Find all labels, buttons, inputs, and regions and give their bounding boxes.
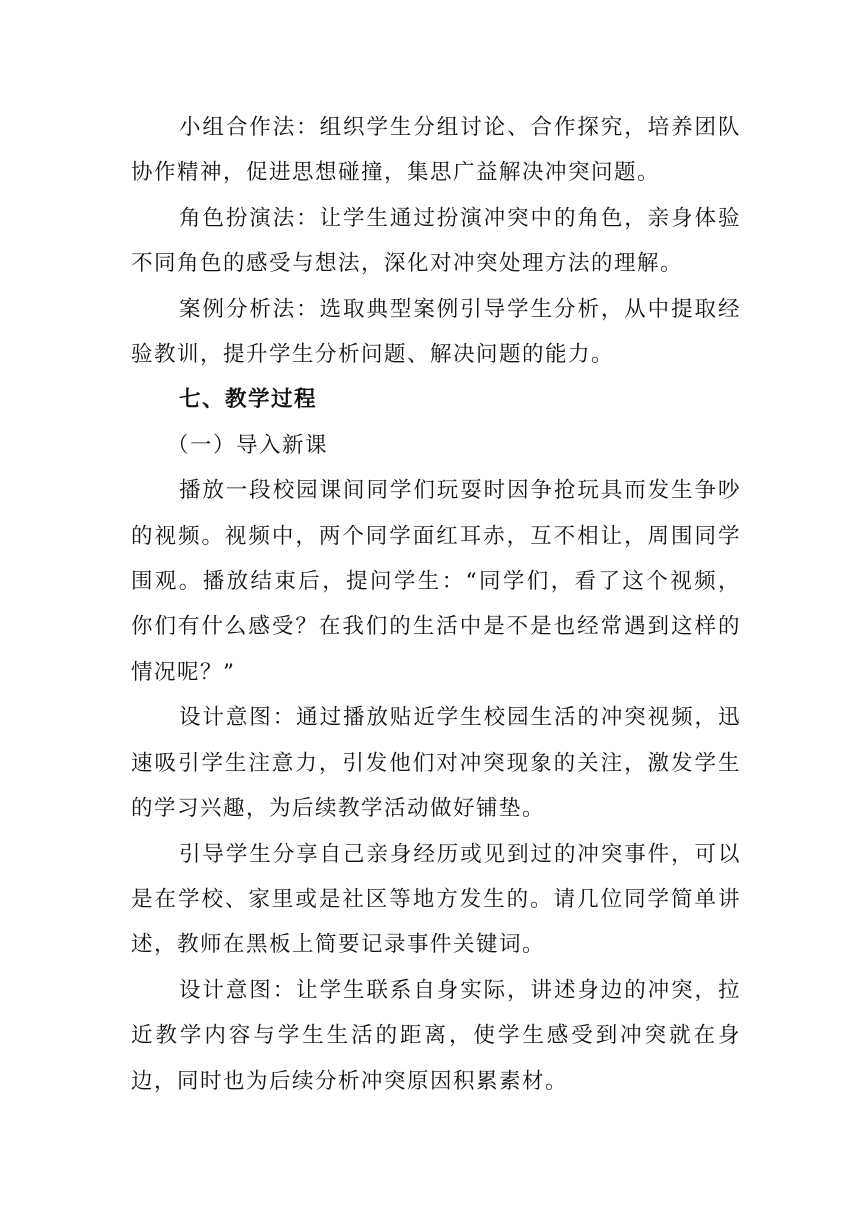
document-body [131, 105, 741, 1104]
subsection-heading: （一）导入新课 [167, 432, 329, 458]
paragraph-share-experience: 引导学生分享自己亲身经历或见到过的冲突事件，可以是在学校、家里或是社区等地方发生的。请几位同学简单讲述，教师在黑板上简要记录事件关键词。 [131, 841, 741, 958]
paragraph-role-play-method: 角色扮演法：让学生通过扮演冲突中的角色，亲身体验不同角色的感受与想法，深化对冲突处理方法的理解。 [131, 205, 741, 277]
paragraph-video-intro: 播放一段校园课间同学们玩耍时因争抢玩具而发生争吵的视频。视频中，两个同学面红耳赤，互不相让，周围同学围观。播放结束后，提问学生：“同学们，看了这个视频，你们有什么感受？在我们的生活中是不是也经常遇到这样的情况呢？” [131, 478, 741, 685]
paragraph-design-intent-1: 设计意图：通过播放贴近学生校园生活的冲突视频，迅速吸引学生注意力，引发他们对冲突现象的关注，激发学生的学习兴趣，为后续教学活动做好铺垫。 [131, 705, 741, 822]
paragraph-case-analysis-method: 案例分析法：选取典型案例引导学生分析，从中提取经验教训，提升学生分析问题、解决问题的能力。 [131, 296, 741, 368]
section-heading: 七、教学过程 [179, 387, 318, 413]
paragraph-design-intent-2: 设计意图：让学生联系自身实际，讲述身边的冲突，拉近教学内容与学生生活的距离，使学生感受到冲突就在身边，同时也为后续分析冲突原因积累素材。 [131, 977, 741, 1094]
paragraph-group-work-method: 小组合作法：组织学生分组讨论、合作探究，培养团队协作精神，促进思想碰撞，集思广益解决冲突问题。 [131, 115, 741, 186]
